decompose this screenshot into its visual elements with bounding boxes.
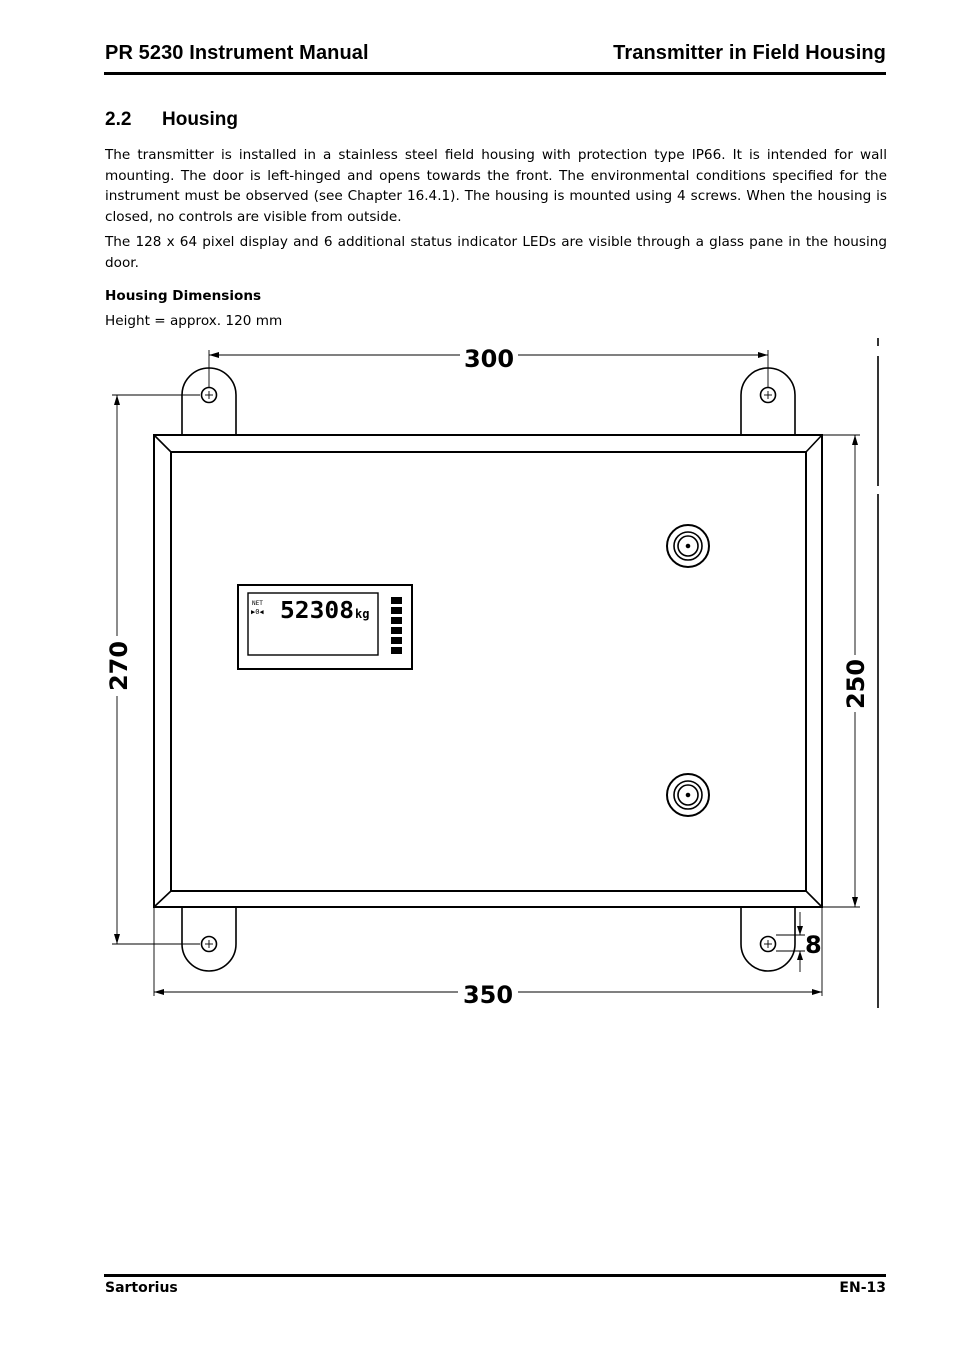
dimension-350: 350 [462, 981, 514, 1009]
section-number: 2.2 [105, 109, 132, 130]
bottom-left-lug [182, 906, 236, 971]
lcd-weight-reading: 52308 [280, 598, 354, 624]
dimension-300: 300 [463, 345, 515, 373]
header-title: PR 5230 Instrument Manual [105, 42, 369, 64]
footer-page-number: EN-13 [839, 1280, 886, 1296]
lcd-zero-label: ▶0◀ [251, 608, 264, 616]
paragraph-housing-description: The transmitter is installed in a stainless steel field housing with protection type IP66. It is intended for wall mounting. The door is left-hinged and opens towards the front. The environmental conditions specified for the instrument must be observed (see Chapter 16.4.1). The housing is mounted using 4 screws. When the housing is closed, no controls are visible from outside. [105, 147, 887, 225]
bottom-right-lug [741, 906, 795, 971]
lcd-net-label: NET [252, 600, 263, 607]
height-note: Height = approx. 120 mm [105, 313, 283, 329]
lcd-unit: kg [355, 607, 370, 621]
status-led [391, 627, 402, 634]
dimensions-heading: Housing Dimensions [105, 288, 262, 304]
footer-brand: Sartorius [105, 1280, 178, 1296]
footer-rule [104, 1274, 886, 1277]
status-led [391, 597, 402, 604]
paragraph-display-description: The 128 x 64 pixel display and 6 additional status indicator LEDs are visible through a glass pane in the housing door. [105, 234, 887, 271]
status-led [391, 607, 402, 614]
door-screw-bottom [667, 774, 709, 816]
dimension-8: 8 [805, 931, 822, 959]
housing-outer [154, 435, 822, 907]
status-led [391, 647, 402, 654]
door-screw-top [667, 525, 709, 567]
header-chapter: Transmitter in Field Housing [613, 42, 886, 64]
section-title: Housing [162, 109, 238, 130]
dimension-270: 270 [105, 640, 133, 692]
dimension-250: 250 [842, 658, 870, 710]
status-led [391, 617, 402, 624]
status-led [391, 637, 402, 644]
